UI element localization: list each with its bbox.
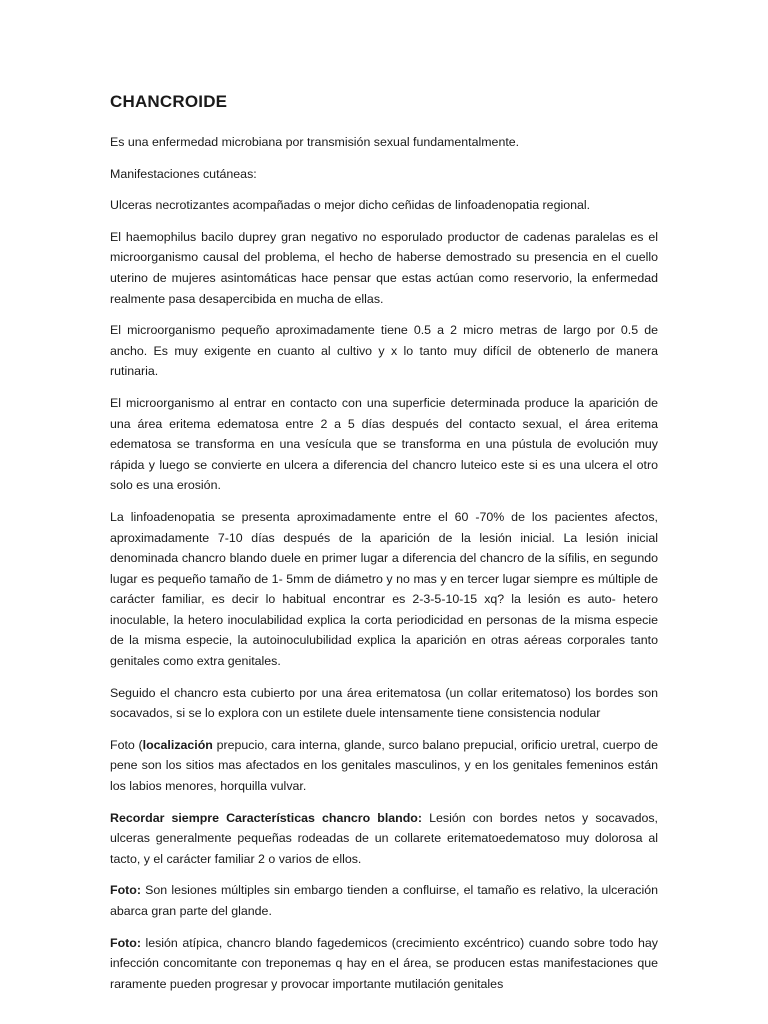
paragraph-chancro-cubierto: Seguido el chancro esta cubierto por una área eritematosa (un collar eritematoso) los bordes son socavados, si se lo explora con un estilete duele intensamente tiene consistencia nodular <box>110 685 658 721</box>
document-title: CHANCROIDE <box>110 92 228 111</box>
foto-label-1: Foto: <box>110 883 141 898</box>
paragraph-haemophilus: El haemophilus bacilo duprey gran negativo no esporulado productor de cadenas paralelas es el microorganismo causal del problema, el hecho de haberse demostrado su presencia en el cuello uterino de mujeres asintomáticas hace pensar que estas actúan como reservorio, la enfermedad realmente pasa desapercibida en mucha de ellas. <box>110 229 658 306</box>
foto-text-1: Son lesiones múltiples sin embargo tienden a confluirse, el tamaño es relativo, la ulceración abarca gran parte del glande. <box>110 883 658 918</box>
paragraph-foto-multiples <box>110 880 658 921</box>
recordar-label: Recordar siempre Características chancro blando: <box>110 810 423 825</box>
paragraph-definition: Es una enfermedad microbiana por transmisión sexual fundamentalmente. <box>110 135 520 149</box>
paragraph-linfoadenopatia: La linfoadenopatia se presenta aproximadamente entre el 60 -70% de los pacientes afectos, aproximadamente 7-10 días después de la aparición de la lesión inicial. La lesión inicial denominada chancro blando duele en primer lugar a diferencia del chancro de la sífilis, en segundo lugar es pequeño tamaño de 1- 5mm de diámetro y no mas y en tercer lugar siempre es múltiple de carácter familiar, es decir lo habitual encontrar es 2-3-5-10-15 xq? la lesión es auto- hetero inoculable, la hetero inoculabilidad explica la corta periodicidad en personas de la misma especie de la misma especie, la autoinoculubilidad explica la aparición en otras aéreas corporales tanto genitales como extra genitales. <box>110 509 658 669</box>
recordar-text: Lesión con bordes netos y socavados, ulceras generalmente pequeñas rodeadas de un collarete eritematoedematoso muy dolorosa al tacto, y el carácter familiar 2 o varios de ellos. <box>110 810 659 866</box>
paragraph-foto-atipica <box>110 933 658 995</box>
localizacion-text: prepucio, cara interna, glande, surco balano prepucial, orificio uretral, cuerpo de pene son los sitios mas afectados en los genitales masculinos, y en los genitales femeninos están los labios menores, horquilla vulvar. <box>110 737 658 794</box>
document-page <box>110 92 658 1005</box>
paragraph-manifestations-heading: Manifestaciones cutáneas: <box>110 166 257 181</box>
paragraph-recordar <box>110 808 658 870</box>
foto-text-2: lesión atípica, chancro blando fagedemicos (crecimiento excéntrico) cuando sobre todo hay infección concomitante con treponemas q hay en el área, se producen estas manifestaciones que raramente pueden progresar y provocar importante mutilación genitales <box>110 935 658 991</box>
paragraph-microorganism-size: El microorganismo pequeño aproximadamente tiene 0.5 a 2 micro metras de largo por 0.5 de ancho. Es muy exigente en cuanto al cultivo y x lo tanto muy difícil de obtenerlo de manera rutinaria. <box>110 323 658 379</box>
paragraph-ulceras: Ulceras necrotizantes acompañadas o mejor dicho ceñidas de linfoadenopatia regional. <box>110 198 591 213</box>
localizacion-label: localización <box>142 737 213 752</box>
paragraph-foto-localizacion <box>110 735 658 797</box>
paragraph-microorganism-contact: El microorganismo al entrar en contacto con una superficie determinada produce la aparición de una área eritema edematosa entre 2 a 5 días después del contacto sexual, el área eritema edematosa se transforma en una vesícula que se transforma en una pústula de evolución muy rápida y luego se convierte en ulcera a diferencia del chancro luteico este si es una ulcera el otro solo es una erosión. <box>110 395 658 493</box>
foto-label-2: Foto: <box>110 935 141 950</box>
foto-prefix: Foto ( <box>110 737 143 752</box>
